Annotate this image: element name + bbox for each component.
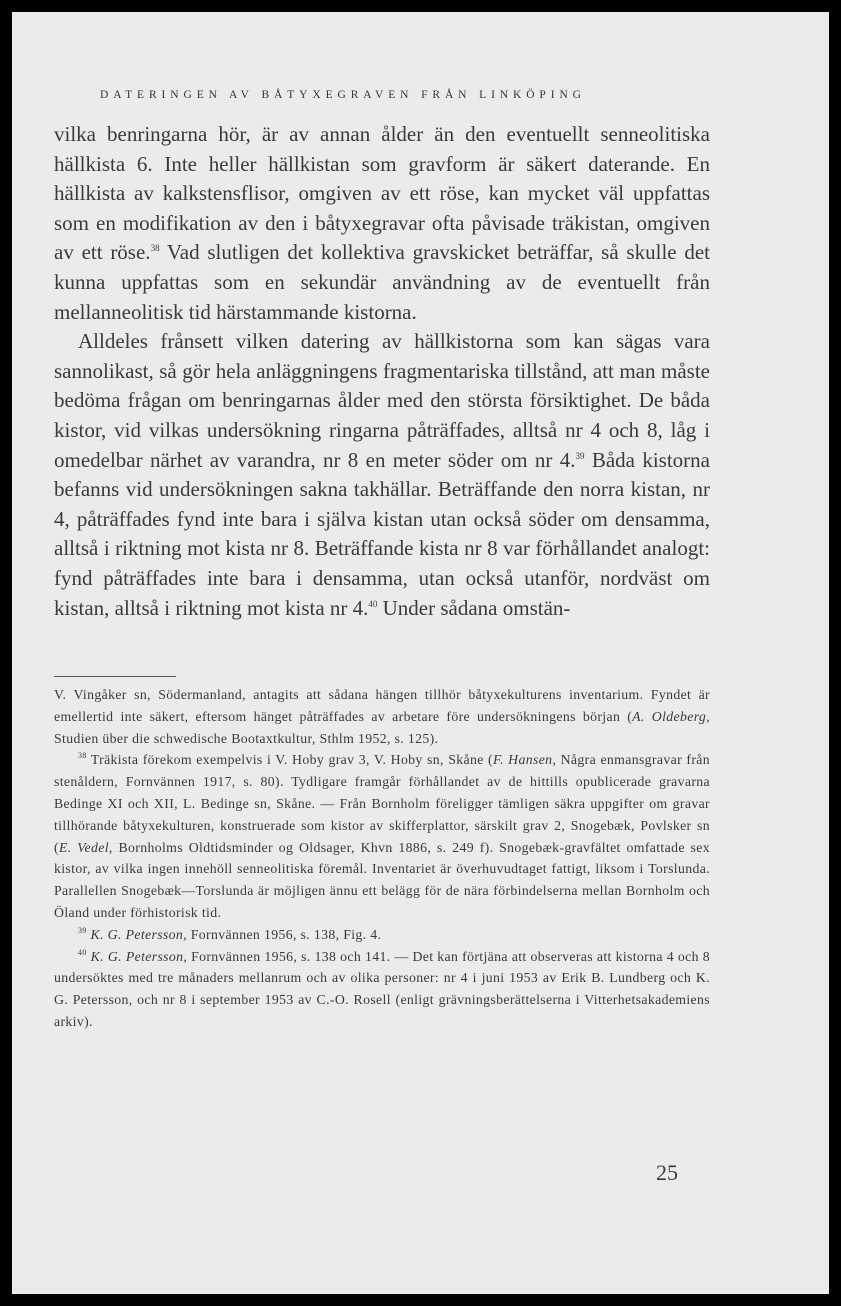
paragraph-1 xyxy=(54,120,710,327)
footnote-38-text-b: , Några enmansgravar från stenåldern, Fornvännen 1917, s. 80). Tydligare framgår förhållandet av de hittills opublicerade gravarna Bedinge XI och XII, L. Bedinge sn, Skåne. — Från Bornholm föreligger tämligen säkra uppgifter om gravar tillhörande båtyxekulturen, konstruerade som kistor av skifferplattor, särskilt grav 2, Snogebæk, Povlsker sn ( xyxy=(54,752,711,855)
paragraph-2-text-b: Båda kistorna befanns vid undersökningen sakna takhällar. Beträffande den norra kistan, nr 4, påträffades fynd inte bara i själva kistan utan också söder om densamma, alltså i riktning mot kista nr 8. Beträffande kista nr 8 var förhållandet analogt: fynd påträffades inte bara i densamma, utan också utanför, nordväst om kistan, alltså i riktning mot kista nr 4. xyxy=(54,447,710,620)
footnote-ref-38: 38 xyxy=(150,243,160,254)
footnote-39-text: , Fornvännen 1956, s. 138, Fig. 4. xyxy=(183,926,382,942)
footnote-38-text-a: Träkista förekom exempelvis i V. Hoby grav 3, V. Hoby sn, Skåne ( xyxy=(86,752,493,768)
paragraph-2 xyxy=(54,327,710,623)
footnote-38-text-c: , Bornholms Oldtidsminder og Oldsager, Khvn 1886, s. 249 f). Snogebæk-gravfältet omfattade sex kistor, av vilka ingen innehöll senneolitiska föremål. Inventariet är överhuvudtaget fattigt, liksom i Torslunda. Parallellen Snogebæk—Torslunda är möjligen ännu ett belägg för de nära förbindelserna mellan Bornholm och Öland under förhistorisk tid. xyxy=(54,839,710,920)
footnote-38 xyxy=(54,749,710,923)
footnote-40-author: K. G. Petersson xyxy=(90,948,184,964)
footnote-37-author: A. Oldeberg xyxy=(632,708,707,724)
footnote-37-continued xyxy=(54,684,710,749)
footnotes xyxy=(54,684,710,1033)
paragraph-1-text-b: Vad slutligen det kollektiva gravskicket beträffar, så skulle det kunna uppfattas som en sekundär användning av de eventuellt från mellanneolitisk tid härstammande kistorna. xyxy=(54,240,711,324)
footnote-ref-40: 40 xyxy=(368,598,378,609)
paragraph-2-text-c: Under sådana omstän- xyxy=(377,595,571,620)
footnote-37-text: V. Vingåker sn, Södermanland, antagits att sådana hängen tillhör båtyxekulturens inventarium. Fyndet är emellertid inte säkert, eftersom hänget påträffades av arbetare före undersökningens början ( xyxy=(54,687,710,724)
paragraph-2-text-a: Alldeles frånsett vilken datering av hällkistorna som kan sägas vara sannolikast, så gör hela anläggningens fragmentariska tillstånd, att man måste bedöma frågan om benringarnas ålder med den största försiktighet. De båda kistor, vid vilkas undersökning ringarna påträffades, alltså nr 4 och 8, låg i omedelbar närhet av varandra, nr 8 en meter söder om nr 4. xyxy=(54,329,710,472)
footnote-39-number: 39 xyxy=(78,925,87,935)
paragraph-1-text-a: vilka benringarna hör, är av annan ålder än den eventuellt senneolitiska hällkista 6. Inte heller hällkistan som gravform är säkert daterande. En hällkista av kalkstensflisor, omgiven av ett röse, kan mycket väl uppfattas som en modifikation av den i båtyxegravar ofta påvisade träkistan, omgiven av ett röse. xyxy=(54,122,710,265)
running-header: DATERINGEN AV BÅTYXEGRAVEN FRÅN LINKÖPING xyxy=(100,89,586,101)
footnote-39 xyxy=(54,924,710,946)
footnote-40-number: 40 xyxy=(78,947,87,957)
footnote-38-author-1: F. Hansen xyxy=(493,752,553,768)
footnote-39-author: K. G. Petersson xyxy=(90,926,184,942)
footnote-38-author-2: E. Vedel xyxy=(58,839,109,855)
footnote-40 xyxy=(54,946,710,1033)
footnote-divider xyxy=(54,676,176,677)
footnote-ref-39: 39 xyxy=(575,450,585,461)
footnote-40-text: , Fornvännen 1956, s. 138 och 141. — Det kan förtjäna att observeras att kistorna 4 och 8 undersöktes med tre månaders mellanrum och av olika personer: nr 4 i juni 1953 av Erik B. Lundberg och K. G. Petersson, och nr 8 i september 1953 av C.-O. Rosell (enligt grävningsberättelserna i Vitterhetsakademiens arkiv). xyxy=(54,948,710,1029)
page-number: 25 xyxy=(656,1160,678,1185)
main-text xyxy=(54,120,710,623)
footnote-37-end: , Studien über die schwedische Bootaxtkultur, Sthlm 1952, s. 125). xyxy=(54,708,710,746)
footnote-38-number: 38 xyxy=(78,751,87,761)
document-page xyxy=(12,12,829,1294)
